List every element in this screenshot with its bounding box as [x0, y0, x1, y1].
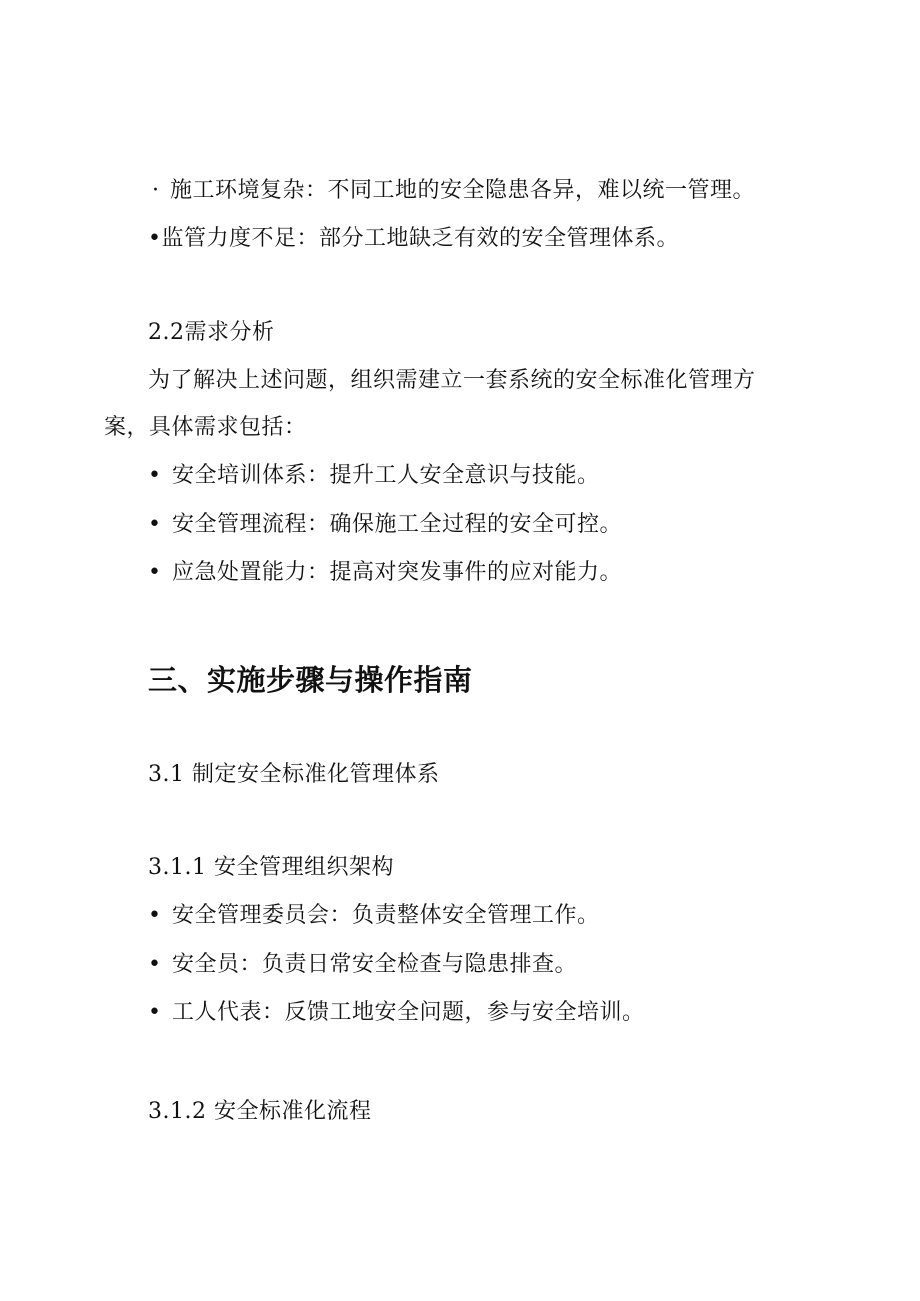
list-item [148, 510, 622, 540]
bullet-marker: • [148, 903, 162, 928]
list-item-text: 施工环境复杂：不同工地的安全隐患各异，难以统一管理。 [170, 178, 756, 203]
section-title-2-2: 2.2需求分析 [148, 320, 275, 345]
list-item [148, 950, 577, 980]
list-item [152, 176, 755, 206]
bullet-marker: • [148, 512, 162, 537]
section-title-3-1-2: 3.1.2 安全标准化流程 [148, 1099, 372, 1124]
bullet-marker: • [148, 1000, 162, 1025]
list-item-text: 安全培训体系：提升工人安全意识与技能。 [172, 463, 600, 488]
list-item-text: 应急处置能力：提高对突发事件的应对能力。 [172, 560, 623, 585]
bullet-marker: • [148, 952, 162, 977]
list-item-text: 安全管理流程：确保施工全过程的安全可控。 [172, 512, 623, 537]
list-item-text: 安全员：负责日常安全检查与隐患排查。 [172, 952, 578, 977]
list-item-text: 安全管理委员会：负责整体安全管理工作。 [172, 903, 600, 928]
paragraph-line: 为了解决上述问题，组织需建立一套系统的安全标准化管理方 [148, 368, 756, 393]
list-item [148, 901, 600, 931]
list-item-text: 监管力度不足：部分工地缺乏有效的安全管理体系。 [161, 226, 679, 251]
section-title-3-1: 3.1 制定安全标准化管理体系 [148, 762, 440, 787]
list-item [148, 461, 600, 491]
bullet-marker: • [148, 560, 162, 585]
chapter-title: 三、实施步骤与操作指南 [148, 663, 473, 697]
list-item [148, 558, 622, 588]
list-item-text: 工人代表：反馈工地安全问题，参与安全培训。 [172, 1000, 645, 1025]
bullet-marker: • [148, 463, 162, 488]
list-item [148, 224, 679, 254]
bullet-marker: • [148, 226, 162, 251]
section-title-3-1-1: 3.1.1 安全管理组织架构 [148, 855, 394, 880]
paragraph-line: 案，具体需求包括： [104, 415, 307, 440]
list-item [148, 998, 645, 1028]
bullet-marker: · [152, 178, 160, 203]
